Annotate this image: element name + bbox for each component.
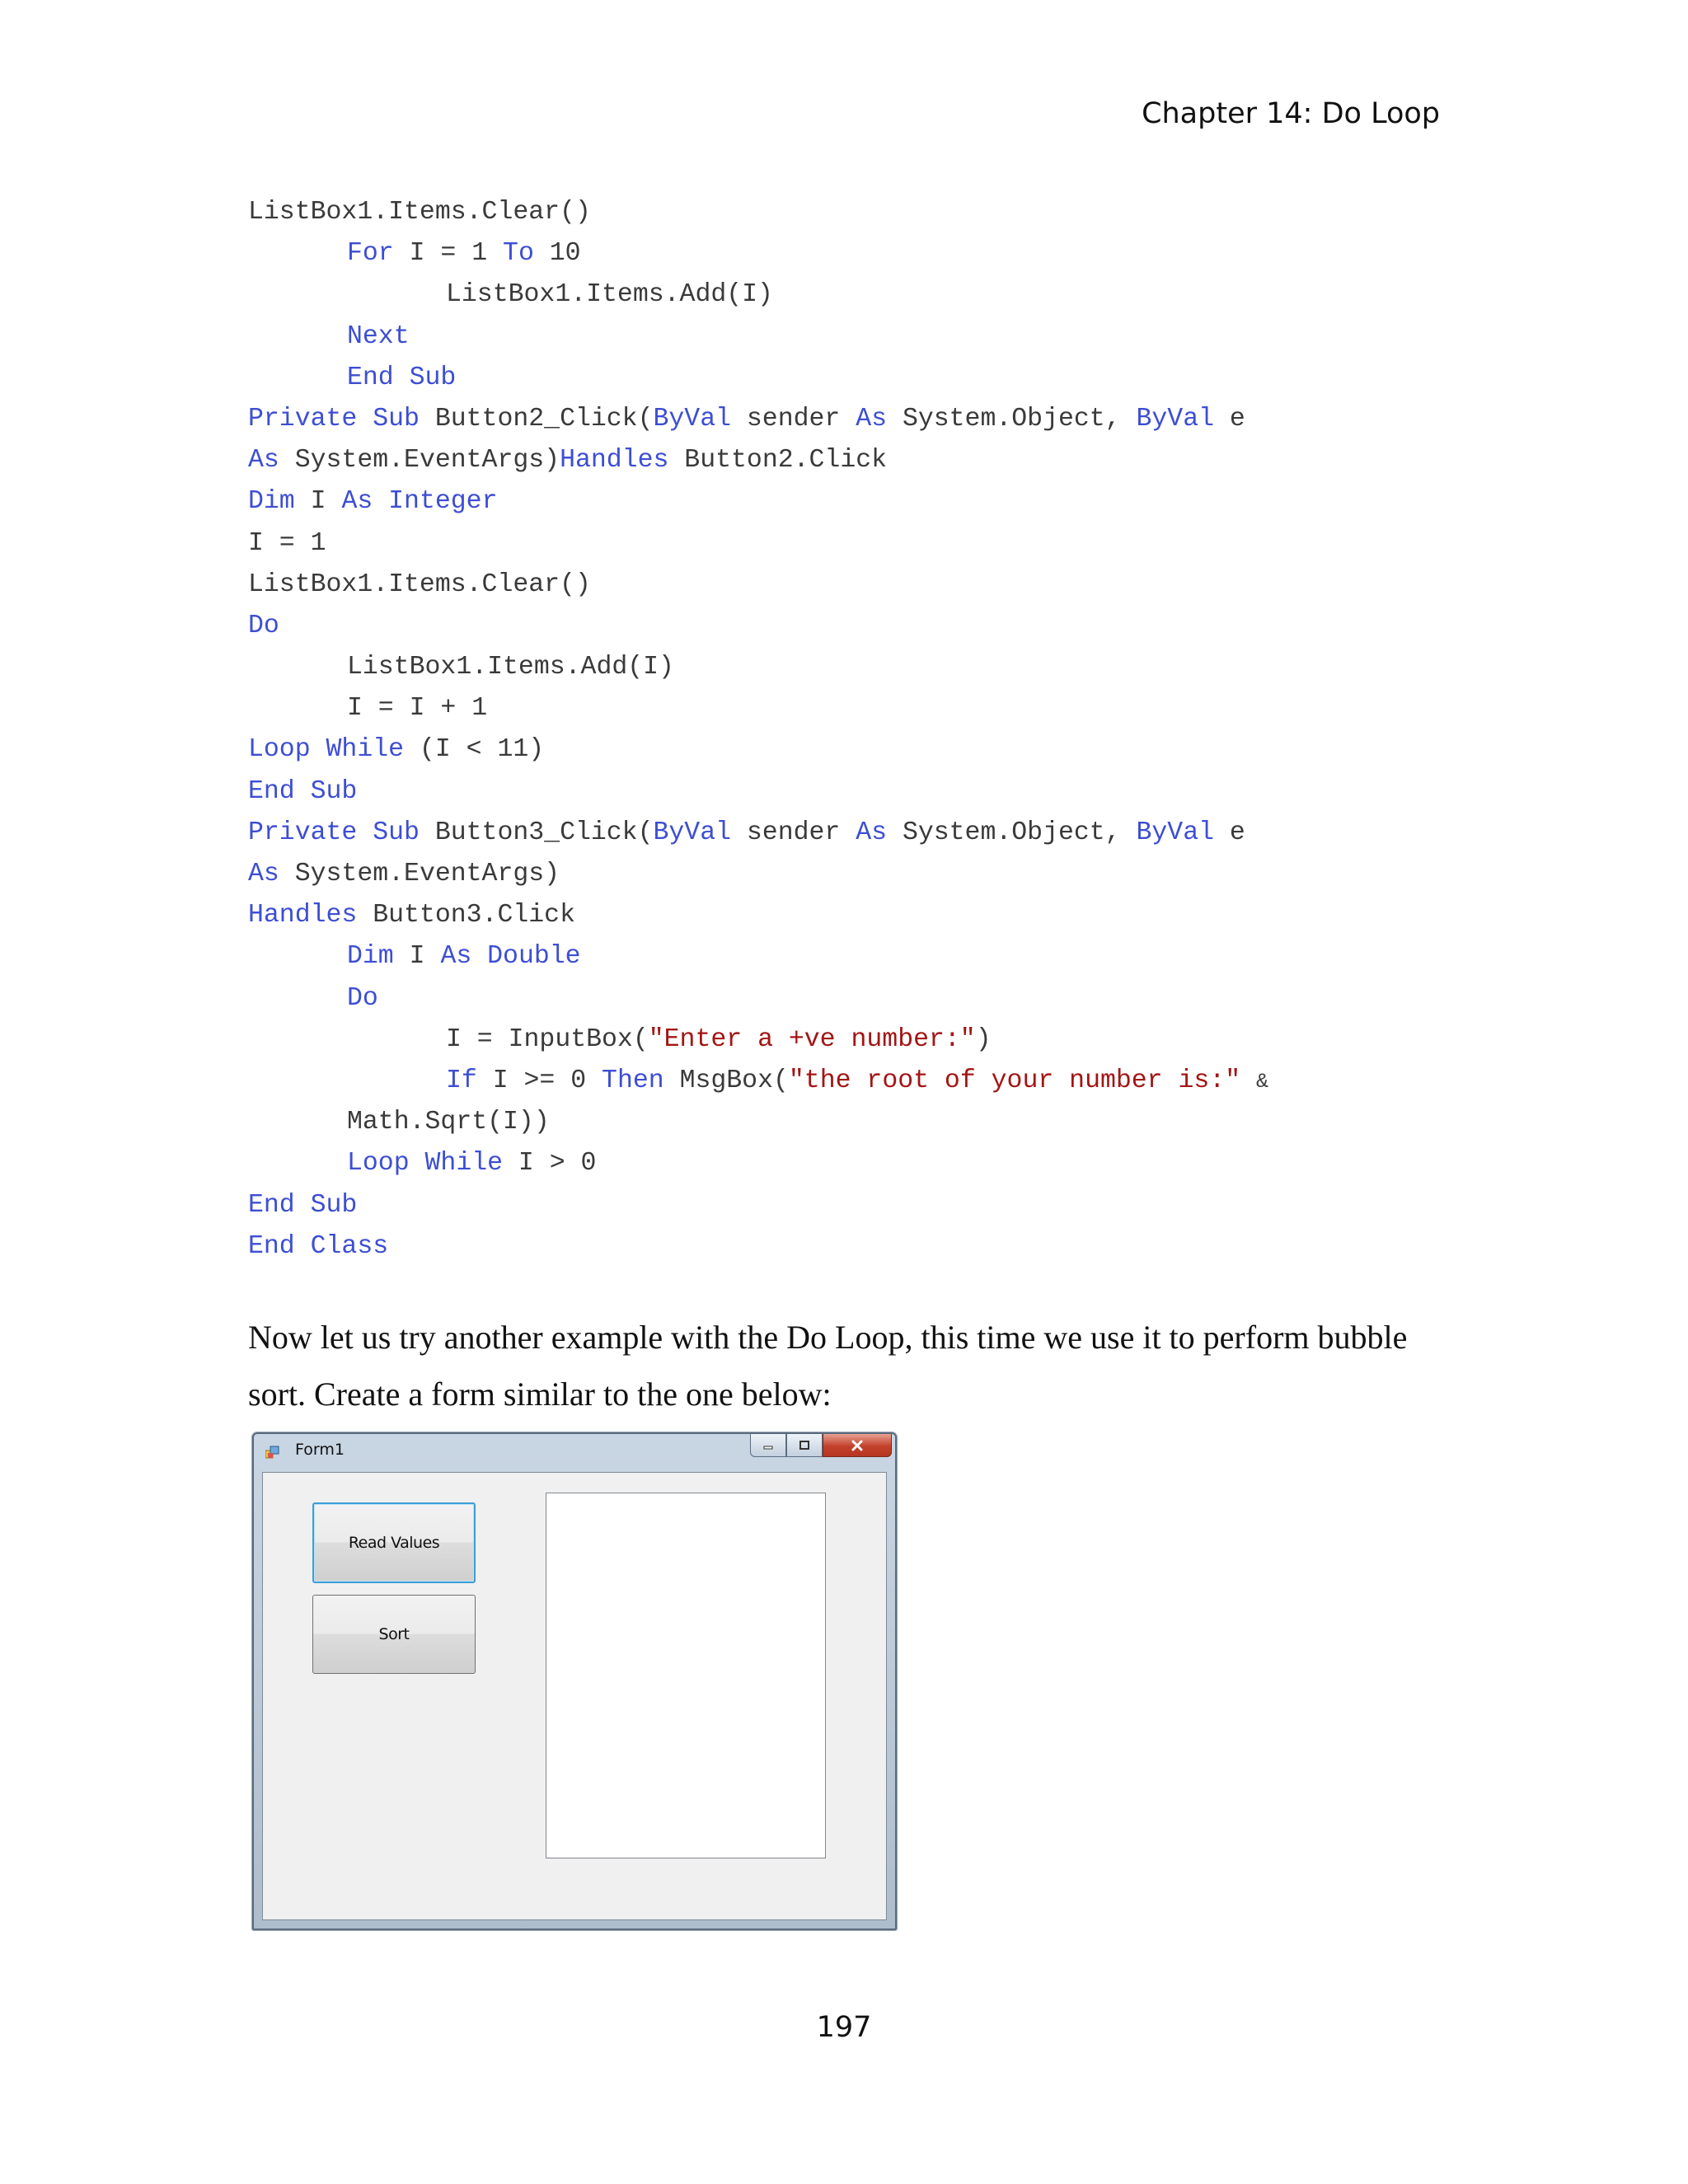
code-keyword: ByVal	[653, 404, 731, 434]
code-text: I = 1	[248, 528, 326, 558]
code-keyword: To	[503, 239, 534, 269]
code-text: Button2_Click(	[419, 404, 654, 434]
title-bar	[254, 1434, 895, 1470]
code-line	[248, 358, 1443, 399]
code-string: "the root of your number is:"	[788, 1066, 1241, 1095]
code-line	[248, 481, 1443, 523]
code-line	[248, 399, 1443, 440]
form-client-area	[262, 1472, 887, 1920]
code-keyword: As Double	[440, 942, 581, 972]
code-text: 10	[533, 239, 581, 269]
sort-button[interactable]	[312, 1595, 476, 1674]
code-text: ListBox1.Items.Add(I)	[446, 280, 773, 310]
page-number: 197	[816, 2011, 872, 2044]
code-text: System.Object,	[887, 818, 1137, 847]
code-text: e	[1214, 404, 1245, 434]
code-keyword: If	[446, 1066, 477, 1095]
code-text	[1240, 1066, 1256, 1095]
listbox[interactable]	[546, 1493, 826, 1858]
code-keyword: As	[248, 860, 279, 888]
code-text: ListBox1.Items.Clear()	[248, 198, 591, 227]
maximize-button[interactable]	[786, 1434, 823, 1457]
code-text: System.EventArgs)	[279, 446, 560, 476]
code-line	[248, 729, 1443, 771]
code-keyword: Dim	[347, 942, 394, 972]
code-keyword: End Sub	[347, 363, 457, 392]
code-line	[248, 606, 1443, 647]
code-line	[248, 688, 1443, 729]
code-text: ListBox1.Items.Clear()	[248, 569, 591, 599]
code-keyword: End Sub	[248, 776, 358, 806]
code-line	[248, 936, 1443, 977]
code-line	[248, 192, 1443, 233]
code-keyword: Private Sub	[248, 818, 420, 847]
code-line	[248, 647, 1443, 688]
code-keyword: ByVal	[1136, 818, 1215, 847]
code-keyword: Dim	[248, 487, 295, 517]
code-text: Button3_Click(	[419, 818, 654, 847]
code-text: MsgBox(	[663, 1066, 789, 1095]
code-keyword: As Integer	[341, 487, 498, 517]
body-paragraph	[248, 1309, 1443, 1422]
code-text: I	[393, 942, 441, 972]
code-line	[248, 1019, 1443, 1061]
code-text: e	[1214, 818, 1245, 847]
code-text: (I < 11)	[404, 735, 545, 765]
code-text: System.Object,	[887, 404, 1137, 434]
code-keyword: As	[248, 446, 279, 476]
code-string: "Enter a +ve number:"	[648, 1024, 976, 1054]
code-text: Button3.Click	[357, 901, 575, 930]
code-keyword: ByVal	[653, 818, 731, 847]
code-line	[248, 1061, 1443, 1102]
code-line	[248, 565, 1443, 606]
form-app-icon	[265, 1445, 280, 1460]
code-keyword: As	[856, 818, 888, 847]
code-line	[248, 440, 1443, 481]
sort-button-label: Sort	[378, 1625, 410, 1643]
code-line	[248, 1143, 1443, 1184]
code-text: ListBox1.Items.Add(I)	[347, 653, 674, 682]
code-listing	[248, 192, 1443, 1268]
code-text: System.EventArgs)	[279, 860, 560, 888]
code-keyword: Handles	[560, 446, 669, 476]
code-line	[248, 274, 1443, 316]
code-line	[248, 316, 1443, 358]
maximize-icon	[798, 1440, 811, 1451]
code-line	[248, 895, 1443, 936]
code-keyword: ByVal	[1136, 404, 1215, 434]
code-keyword: Then	[602, 1066, 664, 1095]
code-line	[248, 771, 1443, 813]
code-text: I = I + 1	[347, 694, 488, 724]
close-button[interactable]	[823, 1434, 892, 1457]
code-text: sender	[731, 404, 856, 434]
code-line	[248, 523, 1443, 565]
code-line	[248, 854, 1443, 895]
code-keyword: As	[856, 404, 888, 434]
code-text: I > 0	[503, 1149, 597, 1179]
code-text: I = 1	[393, 239, 504, 269]
minimize-button[interactable]	[750, 1434, 786, 1457]
code-text: )	[975, 1024, 992, 1054]
code-keyword: Handles	[248, 901, 358, 930]
code-keyword: Loop While	[347, 1149, 504, 1179]
code-keyword: For	[347, 239, 394, 269]
close-icon	[850, 1439, 865, 1452]
code-text: Math.Sqrt(I))	[347, 1108, 550, 1137]
read-values-button-label: Read Values	[348, 1534, 440, 1552]
code-text: &	[1256, 1069, 1269, 1094]
code-line	[248, 233, 1443, 274]
code-text: I	[294, 487, 342, 517]
code-line	[248, 1226, 1443, 1268]
code-line	[248, 978, 1443, 1019]
code-line	[248, 1102, 1443, 1143]
caption-buttons	[750, 1434, 892, 1459]
code-text: Button2.Click	[668, 446, 888, 476]
code-keyword: Do	[347, 983, 378, 1013]
chapter-header: Chapter 14: Do Loop	[1142, 97, 1440, 130]
code-text: I >= 0	[476, 1066, 603, 1095]
read-values-button[interactable]	[312, 1502, 476, 1583]
code-line	[248, 1185, 1443, 1226]
paragraph-text: Now let us try another example with the Do Loop, this time we use it to perform bubble sort. Create a form similar to the one below:	[248, 1319, 1408, 1413]
code-keyword: Do	[248, 611, 279, 640]
code-line	[248, 813, 1443, 854]
form-title: Form1	[295, 1441, 345, 1459]
code-keyword: Loop While	[248, 735, 405, 765]
code-text: sender	[731, 818, 856, 847]
code-keyword: End Sub	[248, 1190, 358, 1220]
code-keyword: End Class	[248, 1231, 389, 1261]
code-keyword: Private Sub	[248, 404, 420, 434]
minimize-icon	[762, 1441, 775, 1451]
form-window-screenshot	[252, 1432, 897, 1930]
code-keyword: Next	[347, 321, 410, 351]
code-text: I = InputBox(	[446, 1024, 649, 1054]
